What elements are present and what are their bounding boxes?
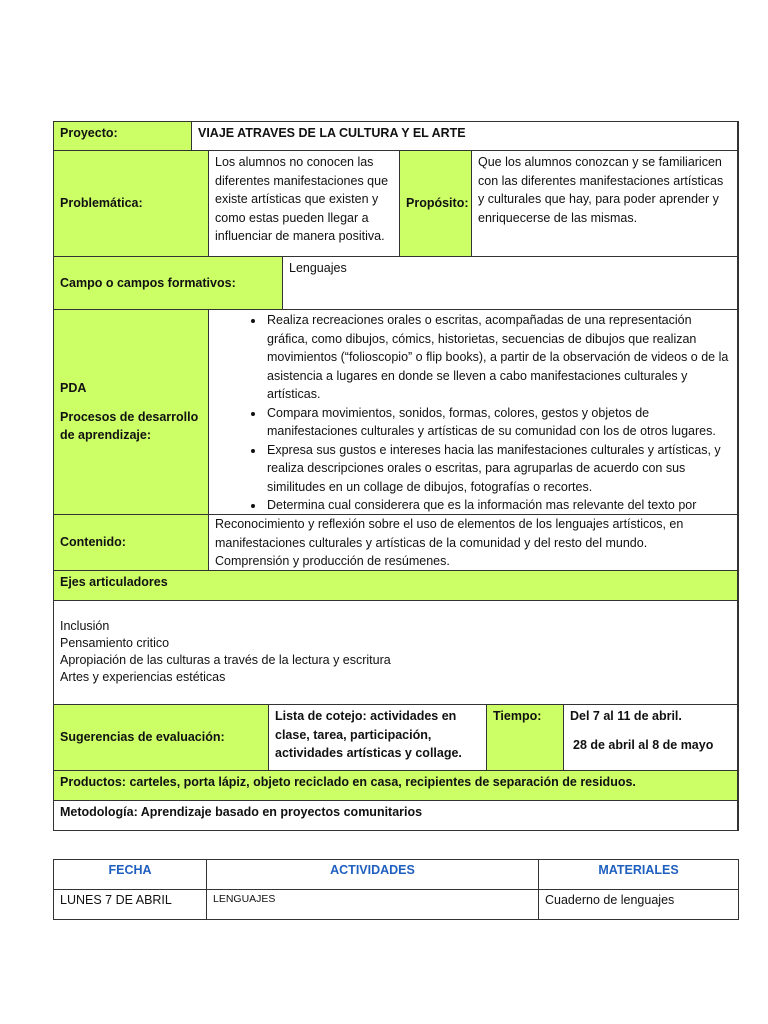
pda-subtitle: Procesos de desarrollo de aprendizaje: [60, 409, 199, 443]
pda-title: PDA [60, 381, 87, 396]
problematica-value: Los alumnos no conocen las diferentes manifestaciones que existe artísticas que existen y como estas pueden llegar a influenciar de manera positiva. [209, 151, 400, 257]
ejes-list [54, 601, 738, 705]
header-fecha: FECHA [54, 860, 207, 890]
pda-content [209, 310, 738, 515]
contenido-value [209, 515, 738, 571]
ejes-item: Artes y experiencias estéticas [60, 670, 226, 684]
tiempo-text-2: 28 de abril al 8 de mayo [573, 737, 714, 752]
tiempo-label: Tiempo: [487, 705, 564, 771]
tiempo-text-1: Del 7 al 11 de abril. [570, 709, 682, 723]
proposito-value: Que los alumnos conozcan y se familiaricen con las diferentes manifestaciones artísticas y culturales que hay, para poder aprender y enriquecerse de las mismas. [472, 151, 738, 257]
pda-item: • Expresa sus gustos e intereses hacia las manifestaciones culturales y artísticas, y realiza descripciones orales o escritas, para agruparlas de acuerdo con sus similitudes en un collage de dibujos, fotografías o recortes. [265, 441, 731, 497]
ejes-label: Ejes articuladores [54, 571, 738, 601]
evaluacion-value: Lista de cotejo: actividades en clase, tarea, participación, actividades artísticas y collage. [269, 705, 487, 771]
ejes-item: Inclusión [60, 619, 110, 633]
pda-label [54, 310, 209, 515]
header-materiales: MATERIALES [539, 860, 738, 890]
ejes-item: Apropiación de las culturas a través de la lectura y escritura [60, 653, 391, 667]
pda-list [215, 311, 731, 515]
pda-item: • Compara movimientos, sonidos, formas, colores, gestos y objetos de manifestaciones culturales y artísticas de su comunidad con los de otros lugares. [265, 404, 731, 441]
proyecto-value: VIAJE ATRAVES DE LA CULTURA Y EL ARTE [192, 122, 738, 151]
tiempo-value [564, 705, 738, 771]
contenido-label: Contenido: [54, 515, 209, 571]
metodologia-row: Metodología: Aprendizaje basado en proyectos comunitarios [54, 801, 738, 830]
evaluacion-label: Sugerencias de evaluación: [54, 705, 269, 771]
pda-item: • Determina cual considerera que es la información mas relevante del texto por [265, 496, 731, 515]
row-actividades: LENGUAJES [207, 890, 539, 919]
proposito-label: Propósito: [400, 151, 472, 257]
productos-row: Productos: carteles, porta lápiz, objeto reciclado en casa, recipientes de separación de residuos. [54, 771, 738, 801]
problematica-label: Problemática: [54, 151, 209, 257]
campo-value: Lenguajes [283, 257, 738, 310]
pda-item: • Realiza recreaciones orales o escritas, acompañadas de una representación gráfica, como dibujos, cómics, historietas, secuencias de dibujos que realizan movimientos (“folioscopio” o flip books), a partir de la observación de videos o de la asistencia a lugares en donde se lleven a cabo manifestaciones culturales y artísticas. [265, 311, 731, 404]
contenido-text-1: Reconocimiento y reflexión sobre el uso de elementos de los lenguajes artísticos, en manifestaciones culturales y artísticas de la comunidad y del resto del mundo. [215, 517, 684, 550]
ejes-item: Pensamiento critico [60, 636, 170, 650]
header-actividades: ACTIVIDADES [207, 860, 539, 890]
proyecto-label: Proyecto: [54, 122, 192, 151]
contenido-text-2: Comprensión y producción de resúmenes. [215, 554, 450, 568]
row-fecha: LUNES 7 DE ABRIL [54, 890, 207, 919]
campo-label: Campo o campos formativos: [54, 257, 283, 310]
row-materiales: Cuaderno de lenguajes [545, 893, 675, 907]
activities-table [53, 859, 739, 920]
planning-table [53, 121, 739, 831]
